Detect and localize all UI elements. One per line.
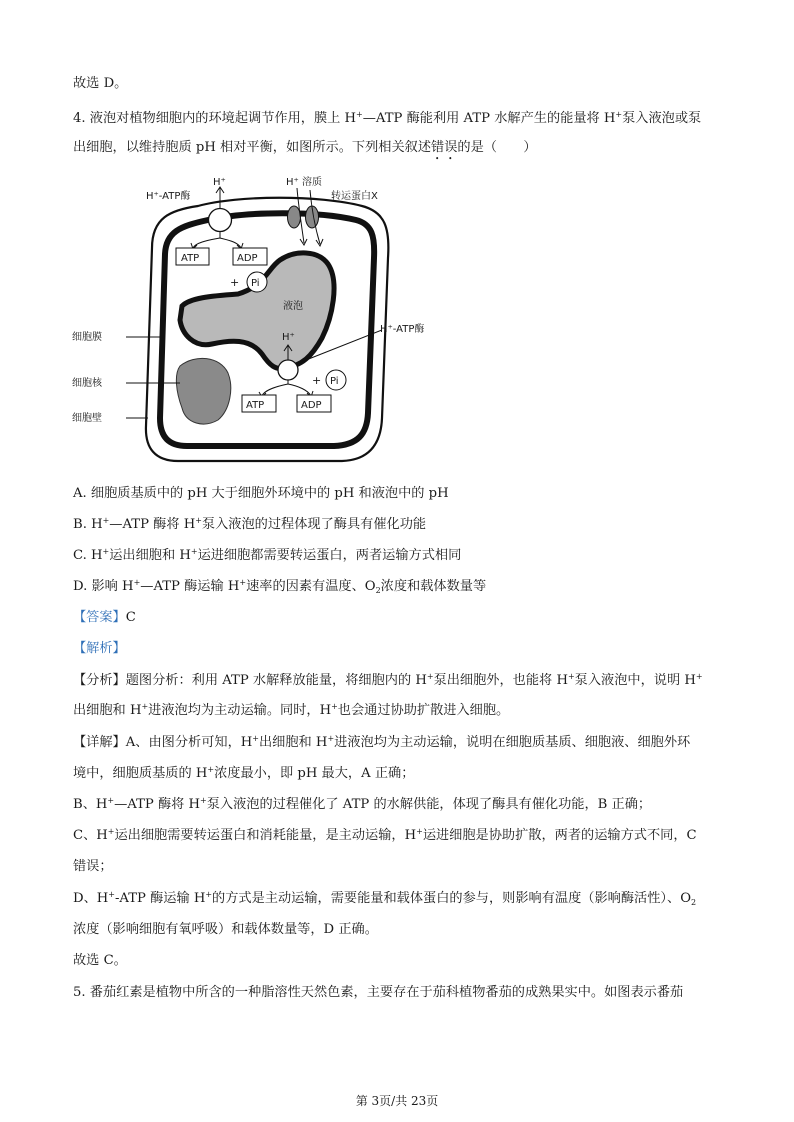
detail-a-line-2: 境中，细胞质基质的 H+浓度最小，即 pH 最大，A 正确； (73, 765, 415, 781)
detail-d-line-2: 浓度（影响细胞有氧呼吸）和载体数量等，D 正确。 (73, 922, 378, 937)
option-a: A. 细胞质基质中的 pH 大于细胞外环境中的 pH 和液泡中的 pH (73, 486, 449, 501)
label-cell-membrane: 细胞膜 (72, 332, 102, 343)
transporter-x-left (288, 206, 301, 228)
cell-diagram (70, 168, 470, 470)
top-pump-circle (209, 209, 232, 232)
label-pi-inner: Pi (330, 376, 339, 387)
q4-stem-line-1: 4. 液泡对植物细胞内的环境起调节作用，膜上 H+—ATP 酶能利用 ATP 水解产生的能量将 H+泵入液泡或泵 (73, 110, 702, 126)
label-plus-inner: + (312, 374, 322, 387)
detail-c-line-1: C、H+运出细胞需要转运蛋白和消耗能量，是主动运输，H+运进细胞是协助扩散，两者的运输方式不同，C (73, 827, 697, 843)
analysis-line-1: 【分析】题图分析：利用 ATP 水解释放能量，将细胞内的 H+泵出细胞外，也能将 H+泵入液泡中，说明 H+ (73, 672, 703, 688)
analysis-line-2: 出细胞和 H+进液泡均为主动运输。同时，H+也会通过协助扩散进入细胞。 (73, 702, 510, 718)
answer-line (73, 608, 723, 628)
prev-answer: 故选 D。 (73, 76, 128, 91)
emphasis-cuowu: 错误 (431, 140, 458, 155)
label-transporter-x: 转运蛋白X (331, 191, 378, 202)
label-atp-inner: ATP (246, 400, 265, 411)
answer-label: 【答案】 (73, 610, 126, 625)
label-h-inner: H⁺ (282, 332, 295, 343)
option-d: D. 影响 H+—ATP 酶运输 H+速率的因素有温度、$O_2$浓度和载体数量等 (73, 578, 487, 595)
label-atp-top: ATP (181, 253, 200, 264)
label-cell-wall: 细胞壁 (72, 413, 102, 424)
analysis-heading: 【解析】 (73, 641, 126, 656)
label-nucleus: 细胞核 (72, 378, 102, 389)
q4-stem-line-2: 出细胞，以维持胞质 pH 相对平衡，如图所示。下列相关叙述错误的是（ ） (73, 140, 537, 155)
label-h-atpase-top: H⁺-ATP酶 (146, 191, 191, 202)
q5-stem: 5. 番茄红素是植物中所含的一种脂溶性天然色素，主要存在于茄科植物番茄的成熟果实中。如图表示番茄 (73, 985, 684, 1000)
page-footer: 第 3页/共 23页 (355, 1094, 439, 1108)
detail-d-line-1: D、H+-ATP 酶运输 H+的方式是主动运输，需要能量和载体蛋白的参与，则影响有温度（影响酶活性）、$O_2$ (73, 890, 697, 907)
label-adp-inner: ADP (301, 400, 322, 411)
label-h-atpase-inner: H⁺-ATP酶 (380, 324, 425, 335)
option-b: B. H+—ATP 酶将 H+泵入液泡的过程体现了酶具有催化功能 (73, 516, 427, 532)
detail-b: B、H+—ATP 酶将 H+泵入液泡的过程催化了 ATP 的水解供能，体现了酶具有催化功能，B 正确； (73, 796, 652, 812)
answer-value: C (125, 610, 136, 625)
label-adp-top: ADP (237, 253, 258, 264)
label-h-solute: H⁺ 溶质 (286, 177, 322, 188)
detail-a-line-1: 【详解】A、由图分析可知，H+出细胞和 H+进液泡均为主动运输，说明在细胞质基质、细胞液、细胞外环 (73, 734, 691, 750)
inner-pump-circle (278, 360, 298, 380)
option-c: C. H+运出细胞和 H+运进细胞都需要转运蛋白，两者运输方式相同 (73, 547, 462, 563)
label-h-top: H⁺ (213, 177, 226, 188)
label-pi-top: Pi (251, 278, 260, 289)
nucleus-shape (176, 358, 230, 424)
label-plus-top: + (230, 276, 240, 289)
detail-c-line-2: 错误； (73, 859, 113, 874)
label-vacuole: 液泡 (283, 301, 303, 312)
conclusion: 故选 C。 (73, 953, 127, 968)
